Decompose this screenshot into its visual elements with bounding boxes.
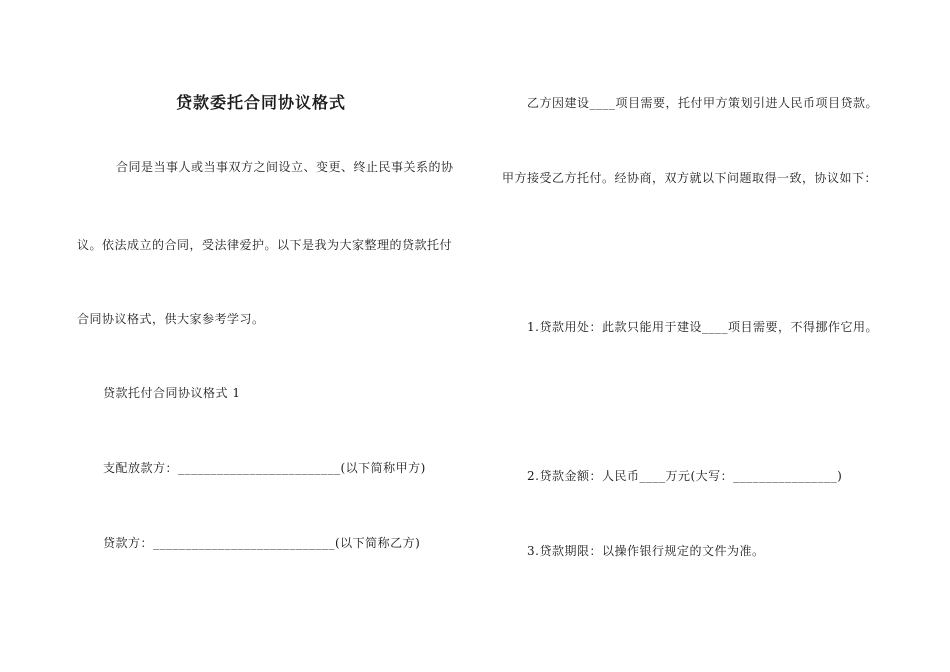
clause-1: 1.贷款用处：此款只能用于建设____项目需要，不得挪作它用。 (527, 320, 878, 334)
intro-line-2: 议。依法成立的合同，受法律爱护。以下是我为大家整理的贷款托付 (77, 238, 453, 252)
section-heading: 贷款托付合同协议格式 1 (103, 386, 241, 400)
clause-3: 3.贷款期限：以操作银行规定的文件为准。 (527, 544, 765, 558)
intro-line-1: 合同是当事人或当事双方之间设立、变更、终止民事关系的协 (116, 160, 454, 174)
borrower-line: 贷款方：____________________________(以下简称乙方) (103, 536, 421, 550)
lender-line: 支配放款方：_________________________(以下简称甲方) (103, 461, 426, 475)
document-title: 贷款委托合同协议格式 (176, 93, 347, 112)
clause-2: 2.贷款金额：人民币____万元(大写：________________) (527, 469, 843, 483)
right-para-1: 乙方因建设____项目需要，托付甲方策划引进人民币项目贷款。 (527, 96, 879, 110)
right-para-2: 甲方接受乙方托付。经协商，双方就以下问题取得一致，协议如下： (502, 171, 878, 185)
intro-line-3: 合同协议格式，供大家参考学习。 (77, 312, 265, 326)
